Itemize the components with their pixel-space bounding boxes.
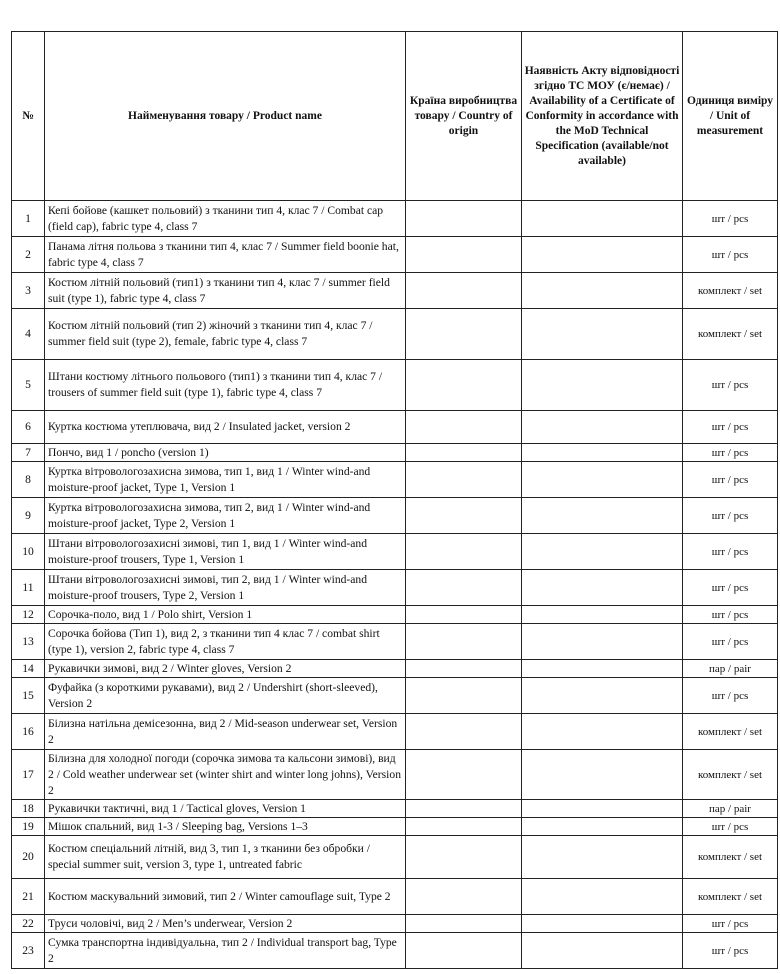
row-country-of-origin [406,800,522,818]
row-number: 3 [12,273,45,309]
row-country-of-origin [406,201,522,237]
row-number: 15 [12,678,45,714]
header-country-of-origin: Країна виробництва товару / Country of origin [406,32,522,201]
row-number: 16 [12,714,45,750]
row-certificate-status [522,624,683,660]
row-product-name: Куртка вітровологозахисна зимова, тип 1, вид 1 / Winter wind-and moisture-proof jacket, Type 1, Version 1 [45,462,406,498]
row-unit: пар / pair [683,660,778,678]
row-number: 5 [12,360,45,411]
table-row [12,818,778,836]
row-certificate-status [522,570,683,606]
row-product-name: Панама літня польова з тканини тип 4, клас 7 / Summer field boonie hat, fabric type 4, class 7 [45,237,406,273]
row-certificate-status [522,933,683,969]
row-unit: пар / pair [683,800,778,818]
row-product-name: Штани вітровологозахисні зимові, тип 2, вид 1 / Winter wind-and moisture-proof trousers, Type 2, Version 1 [45,570,406,606]
row-country-of-origin [406,237,522,273]
row-country-of-origin [406,660,522,678]
row-country-of-origin [406,444,522,462]
row-certificate-status [522,273,683,309]
row-number: 13 [12,624,45,660]
row-number: 11 [12,570,45,606]
row-product-name: Фуфайка (з короткими рукавами), вид 2 / Undershirt (short-sleeved), Version 2 [45,678,406,714]
table-row [12,915,778,933]
row-certificate-status [522,498,683,534]
row-product-name: Білизна для холодної погоди (сорочка зимова та кальсони зимові), вид 2 / Cold weather underwear set (winter shirt and winter long johns), Version 2 [45,750,406,800]
row-country-of-origin [406,750,522,800]
row-unit: шт / pcs [683,498,778,534]
row-certificate-status [522,606,683,624]
row-country-of-origin [406,933,522,969]
row-number: 8 [12,462,45,498]
table-row [12,879,778,915]
row-unit: шт / pcs [683,360,778,411]
row-certificate-status [522,201,683,237]
row-number: 21 [12,879,45,915]
row-product-name: Пончо, вид 1 / poncho (version 1) [45,444,406,462]
row-country-of-origin [406,570,522,606]
table-row [12,309,778,360]
row-certificate-status [522,411,683,444]
table-row [12,411,778,444]
table-row [12,660,778,678]
table-row [12,462,778,498]
row-country-of-origin [406,534,522,570]
row-product-name: Костюм маскувальний зимовий, тип 2 / Winter camouflage suit, Type 2 [45,879,406,915]
table-row [12,201,778,237]
row-number: 9 [12,498,45,534]
table-row [12,360,778,411]
row-certificate-status [522,444,683,462]
row-country-of-origin [406,624,522,660]
row-number: 19 [12,818,45,836]
header-unit-of-measurement: Одиниця виміру / Unit of measurement [683,32,778,201]
row-product-name: Сорочка бойова (Тип 1), вид 2, з тканини тип 4 клас 7 / combat shirt (type 1), version 2, fabric type 4, class 7 [45,624,406,660]
product-table-body [12,201,778,969]
table-row [12,570,778,606]
row-number: 6 [12,411,45,444]
row-certificate-status [522,360,683,411]
row-number: 7 [12,444,45,462]
table-row [12,714,778,750]
row-unit: шт / pcs [683,534,778,570]
row-country-of-origin [406,678,522,714]
row-number: 20 [12,836,45,879]
row-unit: комплект / set [683,714,778,750]
table-row [12,444,778,462]
row-certificate-status [522,678,683,714]
table-row [12,678,778,714]
row-certificate-status [522,800,683,818]
row-country-of-origin [406,498,522,534]
row-unit: шт / pcs [683,462,778,498]
row-country-of-origin [406,915,522,933]
header-row [12,32,778,201]
row-country-of-origin [406,309,522,360]
row-country-of-origin [406,818,522,836]
table-row [12,750,778,800]
table-row [12,624,778,660]
table-row [12,237,778,273]
row-product-name: Рукавички тактичні, вид 1 / Tactical gloves, Version 1 [45,800,406,818]
row-unit: шт / pcs [683,444,778,462]
row-number: 17 [12,750,45,800]
row-unit: комплект / set [683,309,778,360]
row-number: 14 [12,660,45,678]
table-row [12,800,778,818]
row-certificate-status [522,879,683,915]
row-number: 10 [12,534,45,570]
row-unit: шт / pcs [683,678,778,714]
table-row [12,273,778,309]
row-unit: шт / pcs [683,915,778,933]
row-number: 12 [12,606,45,624]
row-unit: шт / pcs [683,237,778,273]
row-unit: шт / pcs [683,933,778,969]
row-number: 2 [12,237,45,273]
row-product-name: Куртка костюма утеплювача, вид 2 / Insulated jacket, version 2 [45,411,406,444]
row-unit: шт / pcs [683,624,778,660]
row-unit: шт / pcs [683,606,778,624]
row-product-name: Білизна натільна демісезонна, вид 2 / Mid-season underwear set, Version 2 [45,714,406,750]
row-product-name: Штани костюму літнього польового (тип1) з тканини тип 4, клас 7 / trousers of summer field suit (type 1), fabric type 4, class 7 [45,360,406,411]
row-product-name: Костюм літній польовий (тип 2) жіночий з тканини тип 4, клас 7 / summer field suit (type 2), female, fabric type 4, class 7 [45,309,406,360]
row-product-name: Куртка вітровологозахисна зимова, тип 2, вид 1 / Winter wind-and moisture-proof jacket, Type 2, Version 1 [45,498,406,534]
row-number: 22 [12,915,45,933]
table-row [12,933,778,969]
row-unit: комплект / set [683,273,778,309]
row-country-of-origin [406,714,522,750]
row-country-of-origin [406,836,522,879]
row-product-name: Рукавички зимові, вид 2 / Winter gloves, Version 2 [45,660,406,678]
row-product-name: Труси чоловічі, вид 2 / Men’s underwear, Version 2 [45,915,406,933]
row-country-of-origin [406,462,522,498]
row-product-name: Кепі бойове (кашкет польовий) з тканини тип 4, клас 7 / Combat cap (field cap), fabric type 4, class 7 [45,201,406,237]
table-row [12,498,778,534]
header-certificate-of-conformity: Наявність Акту відповідності згідно ТС МОУ (є/немає) / Availability of a Certificate of Conformity in accordance with the MoD Technical Specification (available/not available) [522,32,683,201]
table-row [12,534,778,570]
row-certificate-status [522,714,683,750]
row-certificate-status [522,750,683,800]
row-certificate-status [522,915,683,933]
row-country-of-origin [406,273,522,309]
row-number: 1 [12,201,45,237]
row-number: 4 [12,309,45,360]
row-unit: шт / pcs [683,818,778,836]
row-number: 18 [12,800,45,818]
row-country-of-origin [406,606,522,624]
row-certificate-status [522,660,683,678]
product-table [11,31,778,969]
row-certificate-status [522,836,683,879]
row-certificate-status [522,237,683,273]
row-unit: шт / pcs [683,570,778,606]
row-certificate-status [522,818,683,836]
header-product-name: Найменування товару / Product name [45,32,406,201]
row-product-name: Костюм літній польовий (тип1) з тканини тип 4, клас 7 / summer field suit (type 1), fabric type 4, class 7 [45,273,406,309]
row-unit: шт / pcs [683,201,778,237]
table-row [12,606,778,624]
row-certificate-status [522,309,683,360]
row-product-name: Сорочка-поло, вид 1 / Polo shirt, Version 1 [45,606,406,624]
row-product-name: Сумка транспортна індивідуальна, тип 2 / Individual transport bag, Type 2 [45,933,406,969]
row-number: 23 [12,933,45,969]
row-certificate-status [522,462,683,498]
row-product-name: Костюм спеціальний літній, вид 3, тип 1, з тканини без обробки / special summer suit, version 3, type 1, untreated fabric [45,836,406,879]
header-number: № [12,32,45,201]
row-unit: комплект / set [683,836,778,879]
row-product-name: Штани вітровологозахисні зимові, тип 1, вид 1 / Winter wind-and moisture-proof trousers, Type 1, Version 1 [45,534,406,570]
row-unit: комплект / set [683,879,778,915]
table-row [12,836,778,879]
row-unit: шт / pcs [683,411,778,444]
row-country-of-origin [406,411,522,444]
row-unit: комплект / set [683,750,778,800]
row-country-of-origin [406,879,522,915]
row-certificate-status [522,534,683,570]
row-product-name: Мішок спальний, вид 1-3 / Sleeping bag, Versions 1–3 [45,818,406,836]
row-country-of-origin [406,360,522,411]
